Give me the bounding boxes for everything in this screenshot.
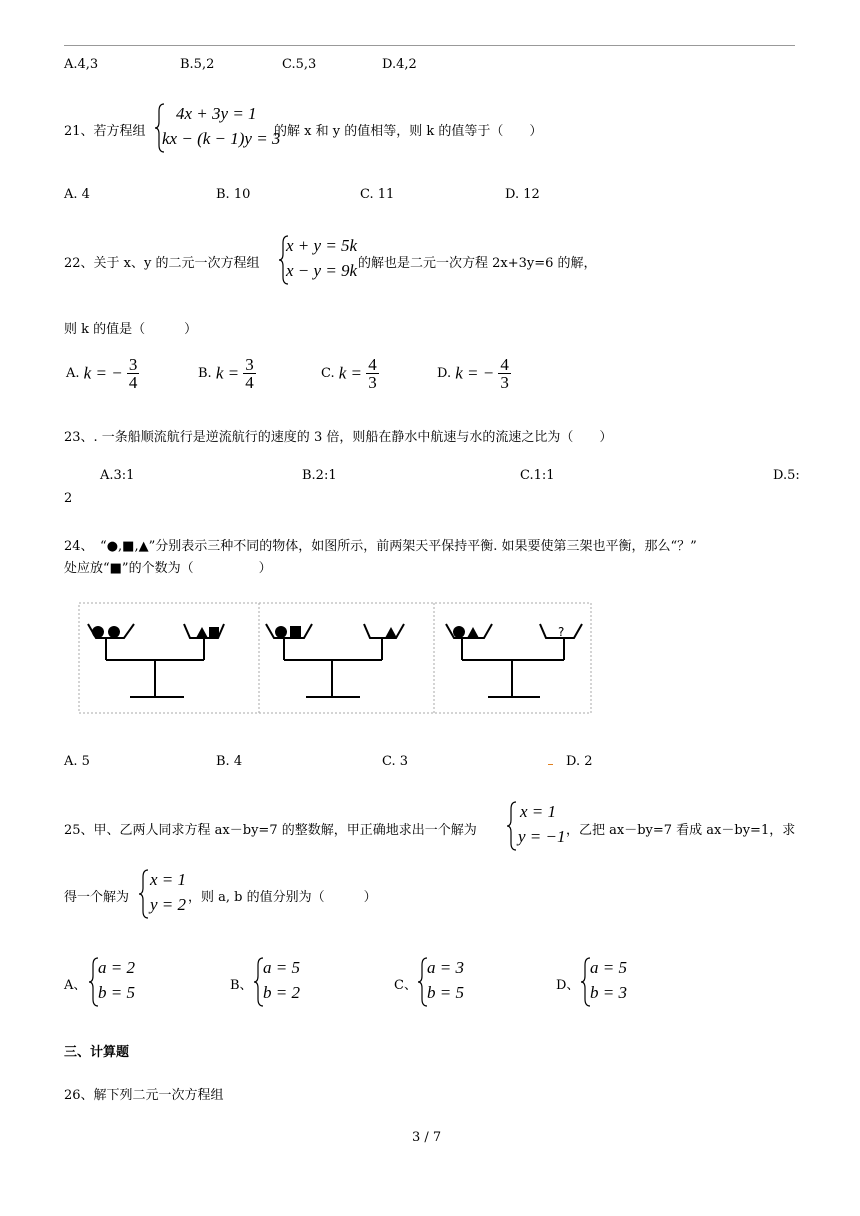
q20-option-c: C.5,3: [282, 57, 317, 72]
square-icon: [209, 627, 219, 638]
q21-option-a: A. 4: [64, 187, 90, 202]
q20-option-d: D.4,2: [382, 57, 417, 72]
q25-s2-eq2: y = 2: [150, 895, 187, 914]
q21-option-d: D. 12: [505, 187, 540, 202]
q22-suffix: 的解也是二元一次方程 2x+3y=6 的解，: [358, 256, 597, 271]
q25-line2-prefix: 得一个解为: [64, 890, 130, 905]
triangle-icon: [385, 627, 397, 638]
q23-option-d: D.5:: [773, 468, 800, 483]
q23-option-b: B.2:1: [302, 468, 337, 483]
q21-option-c: C. 11: [360, 187, 395, 202]
q25-d-eq2: b = 3: [590, 983, 627, 1002]
q25-option-c: [417, 956, 477, 1008]
circle-icon: [92, 626, 104, 638]
section-heading: 三、计算题: [64, 1045, 130, 1060]
balance-scales-figure: [78, 602, 592, 714]
q24-option-b: B. 4: [216, 754, 243, 769]
q25-option-b: [253, 956, 313, 1008]
q23-option-d-cont: 2: [64, 491, 73, 506]
q22-option-b: B. k = $\frac{3}{4}$: [198, 355, 254, 392]
q25-c-eq2: b = 5: [427, 983, 464, 1002]
q26-text: 26、解下列二元一次方程组: [64, 1088, 224, 1103]
q25-mid: ，乙把 ax－by=7 看成 ax－by=1，求: [566, 823, 796, 838]
q22-eq2: x − y = 9k: [286, 261, 358, 280]
question-mark-label: ?: [558, 625, 565, 639]
q20-option-b: B.5,2: [180, 57, 215, 72]
square-icon: [290, 626, 301, 637]
q25-option-d-label: D、: [556, 978, 580, 993]
q25-b-eq1: a = 5: [263, 958, 300, 977]
q25-a-eq2: b = 5: [98, 983, 135, 1002]
circle-icon: [275, 626, 287, 638]
circle-icon: [453, 626, 465, 638]
q22-line2: 则 k 的值是（ ）: [64, 322, 198, 337]
q22-option-c: C. k = $\frac{4}{3}$: [321, 355, 377, 392]
q25-option-b-label: B、: [230, 978, 253, 993]
header-rule: [64, 45, 795, 46]
q21-eq2: kx − (k − 1)y = 3: [162, 129, 281, 148]
q21-option-b: B. 10: [216, 187, 251, 202]
page-number: 3 / 7: [412, 1130, 442, 1145]
q20-option-a: A.4,3: [64, 57, 99, 72]
q25-s1-eq1: x = 1: [520, 802, 557, 821]
q25-prefix: 25、甲、乙两人同求方程 ax－by=7 的整数解，甲正确地求出一个解为: [64, 823, 477, 838]
orange-mark: [548, 764, 553, 765]
q24-option-c: C. 3: [382, 754, 409, 769]
q25-s1-eq2: y = −1: [518, 827, 566, 846]
q22-option-d: D. k = − $\frac{4}{3}$: [437, 355, 509, 392]
q21-equation-system: [154, 102, 281, 154]
scale-2: [266, 624, 404, 697]
q21-suffix: 的解 x 和 y 的值相等，则 k 的值等于（ ）: [274, 124, 543, 139]
q25-option-a: [88, 956, 148, 1008]
q25-option-a-label: A、: [64, 978, 87, 993]
q25-d-eq1: a = 5: [590, 958, 627, 977]
q24-line1: 24、 “●,■,▲”分别表示三种不同的物体，如图所示，前两架天平保持平衡. 如果要使第三架也平衡，那么“？”: [64, 539, 697, 554]
q23-text: 23、. 一条船顺流航行是逆流航行的速度的 3 倍，则船在静水中航速与水的流速之比为（ ）: [64, 430, 613, 445]
q21-eq1: 4x + 3y = 1: [176, 104, 257, 123]
q24-option-d: D. 2: [566, 754, 593, 769]
q25-line2-suffix: ，则 a, b 的值分别为（ ）: [188, 890, 377, 905]
triangle-icon: [467, 627, 479, 638]
triangle-icon: [196, 627, 208, 638]
q25-a-eq1: a = 2: [98, 958, 135, 977]
q22-eq1: x + y = 5k: [286, 236, 358, 255]
q23-option-c: C.1:1: [520, 468, 555, 483]
q24-line2: 处应放“■”的个数为（ ）: [64, 561, 272, 576]
brace-icon: [138, 869, 150, 919]
q25-b-eq2: b = 2: [263, 983, 300, 1002]
q25-s2-eq1: x = 1: [150, 870, 187, 889]
q24-option-a: A. 5: [64, 754, 90, 769]
q22-option-a: A. k = − $\frac{3}{4}$: [66, 355, 138, 392]
q25-c-eq1: a = 3: [427, 958, 464, 977]
brace-icon: [506, 801, 518, 851]
q22-equation-system: [278, 234, 358, 286]
q21-prefix: 21、若方程组: [64, 124, 146, 139]
q22-prefix: 22、关于 x、y 的二元一次方程组: [64, 256, 260, 271]
q23-option-a: A.3:1: [100, 468, 135, 483]
circle-icon: [108, 626, 120, 638]
q25-option-d: [580, 956, 640, 1008]
q25-option-c-label: C、: [394, 978, 417, 993]
